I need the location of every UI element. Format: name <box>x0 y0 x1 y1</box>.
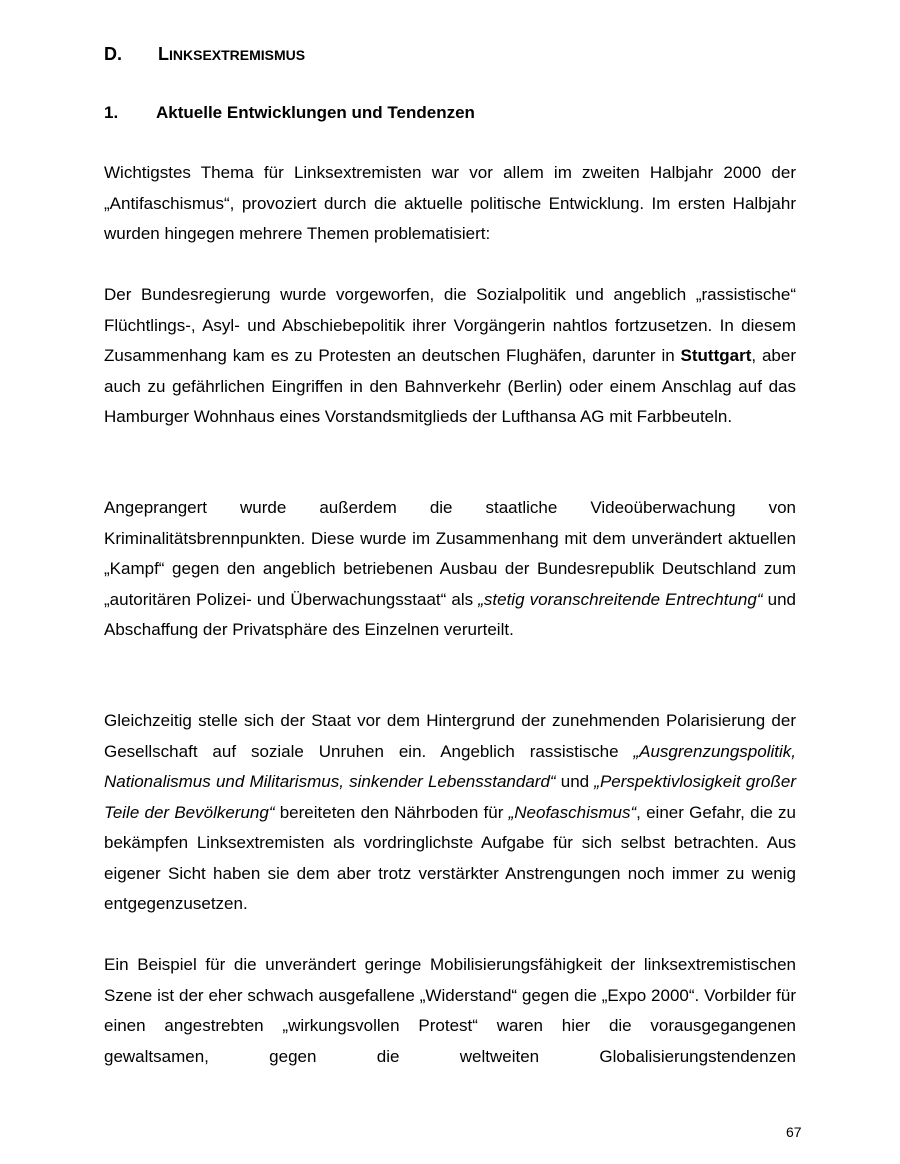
chapter-heading <box>104 42 305 67</box>
paragraph-3-text-b: und Abschaffung der Privatsphäre des Einzelnen verurteilt. <box>104 589 796 639</box>
section-heading <box>104 101 475 125</box>
paragraph-5: Ein Beispiel für die unverändert geringe Mobilisierungsfähigkeit der linksextremistischen Szene ist der eher schwach ausgefallene „Widerstand“ gegen die „Expo 2000“. Vorbilder für einen angestrebten „wirkungsvollen Protest“ waren hier die vorausgegangenen gewaltsamen, gegen die weltweiten Globalisierungstendenzen <box>104 955 796 1066</box>
chapter-title-rest: INKSEXTREMISMUS <box>169 47 306 63</box>
paragraph-2 <box>104 280 796 433</box>
paragraph-4-text-a: Gleichzeitig stelle sich der Staat vor dem Hintergrund der zunehmenden Polarisierung der Gesellschaft auf soziale Unruhen ein. Angeblich rassistische <box>104 711 796 761</box>
chapter-letter: D. <box>104 44 122 64</box>
paragraph-2-bold: Stuttgart <box>680 346 752 365</box>
paragraph-4-italic-2: „Perspektivlosigkeit großer Teile der Bevölkerung“ <box>104 772 796 822</box>
chapter-title <box>158 44 305 64</box>
page-number: 67 <box>786 1124 802 1140</box>
section-title: Aktuelle Entwicklungen und Tendenzen <box>156 103 475 122</box>
paragraph-3-text-a: Angeprangert wurde außerdem die staatliche Videoüberwachung von Kriminalitätsbrennpunkten. Diese wurde im Zusammenhang mit dem unverändert aktuellen „Kampf“ gegen den angeblich betriebenen Ausbau der Bundesrepublik Deutschland zum „autoritären Polizei- und Überwachungsstaat“ als <box>104 498 796 609</box>
paragraph-4-italic-3: „Neofaschismus“ <box>508 802 637 822</box>
paragraph-4 <box>104 706 796 920</box>
paragraph-1: Wichtigstes Thema für Linksextremisten war vor allem im zweiten Halbjahr 2000 der „Antifaschismus“, provoziert durch die aktuelle politische Entwicklung. Im ersten Halbjahr wurden hingegen mehrere Themen problematisiert: <box>104 163 796 243</box>
paragraph-4-italic-1: „Ausgrenzungspolitik, Nationalismus und Militarismus, sinkender Lebensstandard“ <box>104 741 796 791</box>
chapter-title-initial: L <box>158 44 169 64</box>
paragraph-4-text-b: und <box>555 772 595 791</box>
paragraph-2-text-a: Der Bundesregierung wurde vorgeworfen, die Sozialpolitik und angeblich „rassistische“ Flüchtlings-, Asyl- und Abschiebepolitik ihrer Vorgängerin nahtlos fortzusetzen. In diesem Zusammenhang kam es zu Protesten an deutschen Flughäfen, darunter in <box>104 285 796 365</box>
paragraph-4-text-d: , einer Gefahr, die zu bekämpfen Linksextremisten als vordringlichste Aufgabe für sich selbst betrachten. Aus eigener Sicht haben sie dem aber trotz verstärkter Anstrengungen noch immer zu wenig entgegenzusetzen. <box>104 802 796 913</box>
paragraph-4-text-c: bereiteten den Nährboden für <box>274 802 509 822</box>
paragraph-3-italic: „stetig voranschreitende Entrechtung“ <box>478 589 763 609</box>
paragraph-2-text-b: , aber auch zu gefährlichen Eingriffen in den Bahnverkehr (Berlin) oder einem Anschlag auf das Hamburger Wohnhaus eines Vorstandsmitglieds der Lufthansa AG mit Farbbeuteln. <box>104 346 796 426</box>
section-number: 1. <box>104 103 119 122</box>
paragraph-3 <box>104 493 796 646</box>
